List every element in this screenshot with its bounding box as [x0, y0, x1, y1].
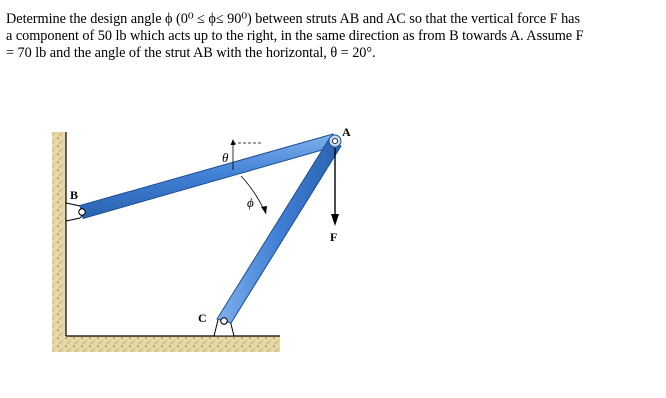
label-theta: θ	[222, 150, 229, 165]
problem-line-1: Determine the design angle ϕ (0⁰ ≤ ϕ≤ 90⁰) between struts AB and AC so that the vertical force F has	[6, 11, 580, 27]
pin-c	[221, 318, 227, 324]
label-b: B	[70, 188, 79, 202]
phi-angle	[241, 176, 267, 214]
problem-line-2: a component of 50 lb which acts up to the right, in the same direction as from B towards A. Assume F	[6, 28, 584, 44]
label-c: C	[198, 311, 207, 325]
floor-hatch	[52, 336, 280, 352]
wall-hatch	[52, 132, 66, 350]
label-phi: ϕ	[247, 195, 254, 210]
pin-b	[79, 209, 85, 215]
problem-line-3: = 70 lb and the angle of the strut AB with the horizontal, θ = 20°.	[6, 45, 376, 61]
label-f: F	[330, 230, 338, 244]
label-a: A	[342, 125, 351, 139]
joint-a	[329, 135, 341, 147]
